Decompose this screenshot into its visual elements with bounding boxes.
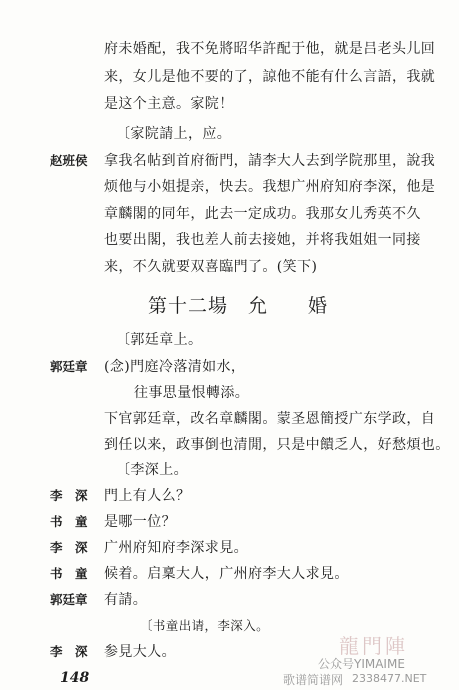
text-line: 参見大人。 <box>104 644 176 660</box>
text-line: 章麟閣的同年，此去一定成功。我那女儿秀英不久 <box>104 206 421 222</box>
text-line: 到任以来，政事倒也清閒，只是中饋乏人，好愁煩也。 <box>104 437 450 453</box>
text-line: 是哪一位？ <box>104 514 176 530</box>
text-line: 广州府知府李深求見。 <box>104 540 248 556</box>
text-line: 烦他与小姐提亲，快去。我想广州府知府李深，他是 <box>104 179 436 195</box>
text-line: 拿我名帖到首府衙門，請李大人去到学院那里，說我 <box>104 153 436 169</box>
speaker-name: 郭廷章 <box>50 592 88 607</box>
stage-direction: 〔郭廷章上。 <box>116 332 203 348</box>
text-line: 来，女儿是他不要的了，諒他不能有什么言語，我就 <box>104 69 436 85</box>
text-line: 候着。启稟大人，广州府李大人求見。 <box>104 566 349 582</box>
text-line: 往事思量恨轉添。 <box>134 385 250 401</box>
watermark-text: 2338477.NET <box>352 672 427 685</box>
scene-title: 第十二場 允 婚 <box>148 295 329 317</box>
speaker-name: 李 深 <box>50 644 88 659</box>
speaker-name: 赵班侯 <box>50 153 88 168</box>
speaker-name: 书 童 <box>50 514 88 529</box>
watermark-text: 歌谱简谱网 <box>283 673 344 687</box>
watermark-text: 公众号YIMAIME <box>318 657 405 671</box>
speaker-name: 李 深 <box>50 540 88 555</box>
stage-direction: 〔书童出请，李深入。 <box>140 618 270 633</box>
text-line: 府未婚配，我不免將昭华許配于他，就是吕老头儿回 <box>104 41 436 57</box>
text-line: 也要出閣，我也差人前去接她，并将我姐姐一同接 <box>104 232 421 248</box>
text-line: 下官郭廷章，改名章麟閣。蒙圣恩簡授广东学政，自 <box>104 411 436 427</box>
speaker-name: 李 深 <box>50 488 88 503</box>
text-line: 門上有人么？ <box>104 488 191 504</box>
speaker-name: 郭廷章 <box>50 359 88 374</box>
page-number: 148 <box>60 670 90 686</box>
watermark-seal: 龍門陣 <box>339 634 408 658</box>
text-line: 是这个主意。家院！ <box>104 96 234 112</box>
stage-direction: 〔家院請上，应。 <box>116 126 232 142</box>
text-line: 来，不久就要双喜臨門了。(笑下) <box>104 259 318 275</box>
stage-direction: 〔李深上。 <box>116 462 188 478</box>
text-line: 有請。 <box>104 592 148 608</box>
text-line: (念)門庭冷落清如水， <box>104 359 246 375</box>
speaker-name: 书 童 <box>50 566 88 581</box>
